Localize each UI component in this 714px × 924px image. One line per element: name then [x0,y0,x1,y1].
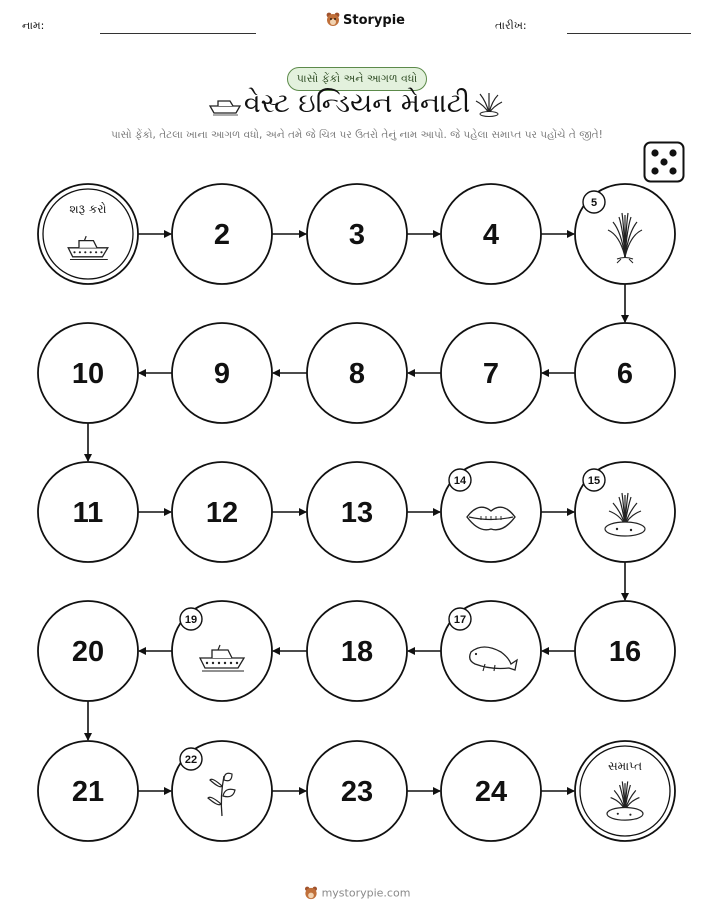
cell-label: 14 [453,475,467,487]
board-cell[interactable] [172,462,272,562]
cell-label: 22 [184,754,198,766]
instructions: પાસો ફેંકો, તેટલા ખાના આગળ વધો, અને તમે જે ચિત્ર પર ઉતરો તેનું નામ આપો. જે પહેલા સમાપ્ત પર પહોંચે તે જીતે! [111,129,603,141]
cell-label: 15 [587,475,601,487]
cell-label: 13 [340,497,374,529]
board-cell[interactable] [172,184,272,284]
cell-label: 12 [205,497,239,529]
board-cell[interactable] [172,741,272,841]
board-cell[interactable] [172,601,272,701]
board-cell[interactable] [307,184,407,284]
name-label: નામ: [22,19,45,32]
board-cell[interactable] [441,462,541,562]
board-cell[interactable] [307,323,407,423]
cell-label: શરૂ કરો [69,202,107,216]
cell-label: 20 [71,636,105,668]
cell-label: 9 [213,358,231,390]
date-label: તારીખ: [495,19,527,32]
cell-label: 5 [590,197,598,209]
cell-label: 10 [71,358,105,390]
board-cell[interactable] [575,601,675,701]
cell-label: 11 [72,497,104,529]
cell-label: 8 [348,358,366,390]
board-cell[interactable] [38,184,138,284]
instruction-pill: પાસો ફેંકો અને આગળ વધો [287,67,427,91]
cell-label: 7 [482,358,500,390]
board-cell[interactable] [307,601,407,701]
board-cell[interactable] [38,741,138,841]
board-cell[interactable] [38,462,138,562]
footer-url: mystorypie.com [321,886,411,900]
cell-label: 3 [348,219,366,251]
cell-label: સમાપ્ત [607,759,643,773]
cell-label: 23 [340,776,374,808]
board-cell[interactable] [38,323,138,423]
brand-name: Storypie [343,12,405,28]
cell-label: 19 [184,614,198,626]
cell-label: 16 [608,636,642,668]
cell-label: 2 [213,219,231,251]
board-cell[interactable] [575,323,675,423]
board-cell[interactable] [575,741,675,841]
board-cell[interactable] [441,323,541,423]
cell-label: 17 [453,614,467,626]
board-cell[interactable] [441,741,541,841]
page-title: વેસ્ટ ઇન્ડિયન મેનાટી [243,88,471,119]
cell-label: 4 [482,219,500,251]
footer [0,886,714,901]
cell-label: 21 [71,776,105,808]
board-cell[interactable] [575,184,675,284]
bear-icon [304,886,318,901]
board-cell[interactable] [307,741,407,841]
board-cell[interactable] [307,462,407,562]
board-cell[interactable] [575,462,675,562]
cell-label: 6 [616,358,634,390]
board-cell[interactable] [38,601,138,701]
board-cell[interactable] [441,601,541,701]
board-cell[interactable] [172,323,272,423]
board-cell[interactable] [441,184,541,284]
cell-label: 24 [474,776,508,808]
cell-label: 18 [340,636,374,668]
